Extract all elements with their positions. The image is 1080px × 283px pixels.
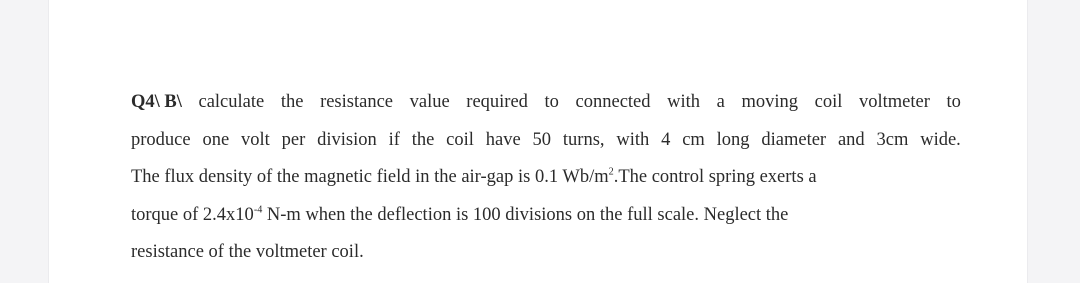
word: moving (741, 92, 798, 112)
word: 3cm (876, 129, 909, 150)
left-margin-bar (0, 0, 49, 283)
word: to (544, 92, 559, 112)
word: produce (131, 129, 191, 150)
word: have (485, 129, 521, 150)
word: a (716, 92, 725, 112)
word: wide. (920, 129, 961, 150)
word: with (667, 92, 701, 112)
word: diameter (761, 129, 827, 150)
word: resistance (320, 92, 393, 112)
line-4-text-end: N-m when the deflection is 100 divisions on the full scale. Neglect the (266, 204, 789, 225)
word: voltmeter (858, 92, 930, 112)
question-line-1 (131, 84, 961, 122)
question-line-3 (131, 159, 961, 197)
question-line-4 (131, 197, 961, 235)
word: if (388, 129, 400, 150)
word: per (281, 129, 306, 150)
word: cm (682, 129, 705, 150)
word: calculate (198, 92, 265, 112)
word: to (946, 92, 961, 112)
word: and (837, 129, 865, 150)
exponent: -4 (253, 203, 263, 215)
line-3-text: The flux density of the magnetic field in the air-gap is 0.1 Wb/m (131, 167, 609, 187)
word: division (317, 129, 377, 150)
word: 50 (532, 129, 552, 150)
question-label: Q4\ B\ (131, 92, 182, 112)
word: long (716, 129, 750, 150)
question-line-5 (131, 234, 961, 272)
right-margin-bar (1027, 0, 1080, 283)
word: one (202, 129, 230, 150)
line-3-text-end: .The control spring exerts a (613, 167, 817, 187)
word: the (411, 129, 435, 150)
word: coil (814, 92, 843, 112)
question-line-2 (131, 122, 961, 160)
exponent: 2 (608, 166, 614, 178)
question-text (131, 84, 961, 272)
word: with (616, 129, 650, 150)
word: coil (446, 129, 474, 150)
line-4-text: torque of 2.4x10 (131, 204, 254, 225)
word: 4 (661, 129, 671, 150)
word: required (466, 92, 528, 112)
word: the (280, 92, 304, 112)
word: connected (575, 92, 651, 112)
word: value (409, 92, 450, 112)
line-5-text: resistance of the voltmeter coil. (131, 242, 364, 262)
word: volt (241, 129, 270, 150)
word: turns, (562, 129, 605, 150)
